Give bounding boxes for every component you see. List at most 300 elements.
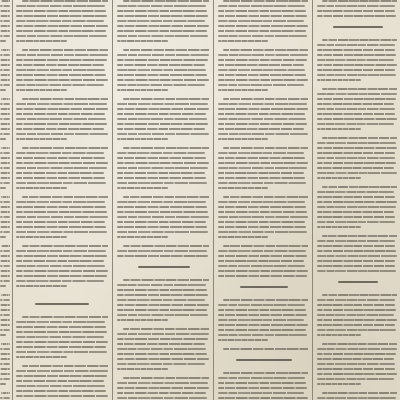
text-line [16, 270, 108, 272]
text-line [0, 324, 10, 326]
text-line [117, 182, 207, 184]
text-line [317, 152, 395, 154]
article-body [16, 316, 108, 400]
text-line [117, 54, 209, 56]
text-line [317, 118, 397, 120]
text-line [317, 216, 395, 218]
text-line [16, 79, 108, 81]
text-line [322, 137, 397, 139]
text-line [317, 69, 395, 71]
column-1 [16, 0, 108, 400]
text-line [16, 275, 107, 277]
text-line [317, 5, 395, 7]
text-line [1, 147, 10, 149]
text-line [317, 353, 396, 355]
text-line [117, 128, 205, 130]
text-line [223, 348, 308, 350]
text-line [0, 270, 10, 272]
text-line [218, 309, 306, 311]
text-line [0, 206, 10, 208]
text-line [0, 74, 10, 76]
text-line [317, 167, 394, 169]
text-line [16, 341, 108, 343]
text-line [0, 162, 10, 164]
text-line [322, 235, 397, 237]
text-line [123, 245, 209, 247]
text-line [0, 187, 6, 189]
text-line [16, 182, 106, 184]
text-line [16, 15, 107, 17]
text-line [218, 339, 268, 341]
text-line [317, 363, 395, 365]
text-line [218, 324, 308, 326]
text-line [117, 167, 208, 169]
text-line [218, 216, 308, 218]
text-line [218, 211, 307, 213]
text-line [117, 338, 208, 340]
text-line [117, 206, 207, 208]
text-line [16, 10, 106, 12]
text-line [16, 157, 105, 159]
text-line [218, 377, 305, 379]
text-line [16, 385, 105, 387]
text-line [16, 231, 107, 233]
text-line [123, 377, 209, 379]
text-line [16, 113, 105, 115]
text-line [218, 177, 305, 179]
text-line [16, 187, 67, 189]
text-line [0, 157, 10, 159]
column-rule [312, 0, 313, 400]
text-line [16, 260, 104, 262]
text-line [16, 285, 67, 287]
text-line [117, 138, 168, 140]
text-line [16, 138, 67, 140]
text-line [117, 255, 208, 257]
text-line [117, 133, 209, 135]
text-line [16, 370, 108, 372]
text-line [123, 328, 209, 330]
text-line [117, 368, 168, 370]
text-line [322, 186, 397, 188]
text-line [0, 108, 10, 110]
text-line [0, 319, 10, 321]
text-line [117, 231, 208, 233]
text-line [218, 108, 308, 110]
text-line [223, 245, 308, 247]
text-line [16, 64, 104, 66]
text-line [16, 5, 105, 7]
text-line [22, 365, 108, 367]
text-line [0, 113, 10, 115]
text-line [0, 128, 10, 130]
text-line [117, 25, 209, 27]
text-line [317, 147, 397, 149]
text-line [317, 240, 395, 242]
text-line [322, 88, 397, 90]
text-line [317, 383, 361, 385]
text-line [218, 25, 308, 27]
text-line [117, 30, 207, 32]
text-line [317, 260, 395, 262]
article-body [317, 294, 397, 400]
text-line [317, 162, 396, 164]
text-line [218, 15, 307, 17]
text-line [0, 378, 10, 380]
text-line [0, 40, 6, 42]
article-body [117, 0, 209, 257]
text-line [16, 356, 67, 358]
text-line [0, 334, 6, 336]
text-line [317, 348, 397, 350]
text-line [22, 98, 108, 100]
text-line [16, 206, 106, 208]
text-line [317, 103, 394, 105]
text-line [218, 236, 268, 238]
text-line [0, 64, 10, 66]
text-line [117, 387, 209, 389]
text-line [218, 182, 306, 184]
text-line [16, 162, 108, 164]
column-rule [12, 0, 13, 400]
column-2 [117, 0, 209, 400]
text-line [0, 103, 10, 105]
text-line [0, 201, 10, 203]
article-body [218, 372, 308, 400]
text-line [117, 211, 208, 213]
section-heading [317, 21, 397, 33]
text-line [0, 260, 10, 262]
text-line [317, 74, 396, 76]
text-line [0, 89, 6, 91]
text-line [218, 334, 307, 336]
text-line [16, 152, 104, 154]
text-line [218, 133, 308, 135]
text-line [0, 25, 10, 27]
text-line [0, 152, 10, 154]
text-line [16, 280, 104, 282]
text-line [317, 128, 361, 130]
text-line [117, 108, 209, 110]
text-line [218, 250, 306, 252]
text-line [0, 265, 10, 267]
text-line [317, 113, 395, 115]
text-line [317, 196, 395, 198]
text-line [218, 255, 307, 257]
text-line [0, 280, 10, 282]
text-line [16, 103, 107, 105]
text-line [0, 10, 10, 12]
text-line [117, 226, 207, 228]
text-line [317, 93, 397, 95]
text-line [0, 35, 10, 37]
text-line [117, 69, 206, 71]
text-line [16, 54, 108, 56]
text-line [16, 331, 107, 333]
text-line [16, 177, 105, 179]
text-line [0, 138, 6, 140]
text-line [218, 157, 305, 159]
text-line [218, 231, 307, 233]
text-line [16, 69, 105, 71]
text-line [322, 392, 397, 394]
text-line [16, 133, 108, 135]
text-line [0, 5, 10, 7]
text-line [117, 152, 205, 154]
text-line [117, 304, 209, 306]
text-line [0, 299, 10, 301]
text-line [123, 98, 209, 100]
text-line [16, 255, 107, 257]
text-line [0, 79, 10, 81]
text-line [317, 299, 395, 301]
text-line [16, 250, 106, 252]
text-line [16, 74, 106, 76]
text-line [117, 353, 207, 355]
text-line [218, 221, 305, 223]
text-line [317, 245, 395, 247]
section-heading [218, 281, 308, 293]
text-line [16, 128, 104, 130]
text-line [16, 211, 107, 213]
text-line [117, 309, 207, 311]
text-line [0, 59, 10, 61]
text-line [16, 395, 108, 397]
text-line [16, 336, 104, 338]
text-line [0, 15, 10, 17]
text-line [117, 177, 206, 179]
article-body [218, 299, 308, 350]
text-line [16, 167, 107, 169]
text-line [317, 304, 395, 306]
section-heading [218, 354, 308, 366]
text-line [218, 162, 308, 164]
text-line [317, 64, 397, 66]
text-line [0, 358, 10, 360]
text-line [317, 10, 395, 12]
text-line [218, 5, 305, 7]
column-4 [317, 0, 397, 400]
text-line [1, 196, 10, 198]
text-line [218, 40, 268, 42]
column-partial-left [0, 0, 10, 400]
text-line [22, 147, 108, 149]
text-line [218, 275, 307, 277]
text-line [218, 59, 307, 61]
text-line [218, 329, 306, 331]
text-line [117, 74, 207, 76]
text-line [22, 245, 108, 247]
text-line [317, 358, 394, 360]
text-line [0, 397, 10, 399]
text-line [317, 79, 361, 81]
text-line [218, 74, 306, 76]
text-line [223, 98, 308, 100]
text-line [218, 314, 307, 316]
text-line [16, 216, 108, 218]
text-line [317, 44, 395, 46]
text-line [117, 20, 205, 22]
text-line [117, 348, 206, 350]
text-line [16, 380, 104, 382]
text-line [218, 265, 305, 267]
text-line [218, 172, 304, 174]
text-line [0, 231, 10, 233]
text-line [1, 245, 10, 247]
text-line [317, 309, 396, 311]
text-line [16, 118, 106, 120]
text-line [0, 182, 10, 184]
text-line [322, 294, 397, 296]
text-line [317, 373, 397, 375]
text-line [0, 255, 10, 257]
text-line [117, 79, 209, 81]
text-line [117, 221, 206, 223]
text-line [0, 309, 10, 311]
text-line [218, 226, 306, 228]
text-line [117, 123, 208, 125]
text-line [117, 333, 209, 335]
text-line [218, 138, 268, 140]
text-line [117, 5, 206, 7]
text-line [317, 314, 394, 316]
text-line [218, 89, 268, 91]
text-line [218, 206, 306, 208]
text-line [317, 123, 394, 125]
text-line [16, 20, 104, 22]
text-line [117, 162, 209, 164]
text-line [0, 353, 10, 355]
text-line [0, 383, 6, 385]
text-line [218, 64, 304, 66]
text-line [317, 211, 394, 213]
article-body [317, 0, 397, 17]
text-line [317, 98, 396, 100]
text-line [117, 15, 208, 17]
text-line [16, 375, 107, 377]
text-line [218, 304, 305, 306]
text-line [218, 201, 305, 203]
text-line [218, 123, 307, 125]
text-line [0, 363, 10, 365]
article-body [117, 279, 209, 400]
text-line [0, 250, 10, 252]
text-line [0, 275, 10, 277]
text-line [317, 177, 361, 179]
text-line [0, 172, 10, 174]
text-line [16, 221, 105, 223]
text-line [0, 368, 10, 370]
section-heading [317, 276, 397, 288]
text-line [223, 372, 308, 374]
text-line [218, 260, 304, 262]
text-line [317, 15, 396, 17]
text-line [223, 299, 308, 301]
text-line [317, 397, 396, 399]
text-line [0, 69, 10, 71]
text-line [16, 201, 105, 203]
text-line [123, 49, 209, 51]
text-line [218, 118, 306, 120]
section-heading [117, 261, 209, 273]
text-line [117, 35, 208, 37]
text-line [117, 397, 207, 399]
text-line [117, 319, 168, 321]
text-line [117, 358, 209, 360]
text-line [117, 392, 206, 394]
text-line [0, 54, 10, 56]
text-line [218, 392, 304, 394]
text-line [16, 84, 104, 86]
text-line [218, 270, 308, 272]
text-line [123, 279, 209, 281]
text-line [0, 304, 10, 306]
text-line [218, 319, 304, 321]
column-3 [218, 0, 308, 400]
text-line [117, 84, 205, 86]
text-line [117, 250, 207, 252]
text-line [0, 373, 10, 375]
text-line [16, 25, 108, 27]
text-line [317, 54, 396, 56]
section-heading [16, 298, 108, 310]
text-line [117, 363, 205, 365]
text-line [218, 382, 306, 384]
text-line [317, 324, 395, 326]
text-line [322, 0, 397, 2]
text-line [317, 250, 396, 252]
text-line [16, 326, 106, 328]
text-line [218, 54, 308, 56]
text-line [16, 172, 104, 174]
text-line [218, 167, 307, 169]
text-line [218, 113, 305, 115]
text-line [117, 382, 208, 384]
text-line [16, 226, 106, 228]
text-line [223, 196, 308, 198]
text-line [317, 201, 397, 203]
text-line [317, 265, 395, 267]
text-line [317, 221, 395, 223]
column-rule [112, 0, 113, 400]
text-line [218, 397, 308, 399]
text-line [1, 343, 10, 345]
text-line [0, 118, 10, 120]
text-line [22, 49, 108, 51]
text-line [317, 270, 396, 272]
text-line [117, 172, 205, 174]
text-line [16, 89, 67, 91]
text-line [223, 147, 308, 149]
text-line [218, 35, 307, 37]
text-line [0, 211, 10, 213]
text-line [317, 172, 397, 174]
text-line [117, 284, 206, 286]
text-line [117, 343, 205, 345]
text-line [16, 35, 107, 37]
text-line [117, 314, 208, 316]
text-line [218, 69, 305, 71]
text-line [1, 294, 10, 296]
text-line [117, 113, 206, 115]
text-line [218, 103, 307, 105]
text-line [317, 191, 394, 193]
text-line [0, 285, 6, 287]
text-line [117, 40, 168, 42]
text-line [317, 206, 396, 208]
text-line [117, 299, 205, 301]
text-line [218, 387, 307, 389]
